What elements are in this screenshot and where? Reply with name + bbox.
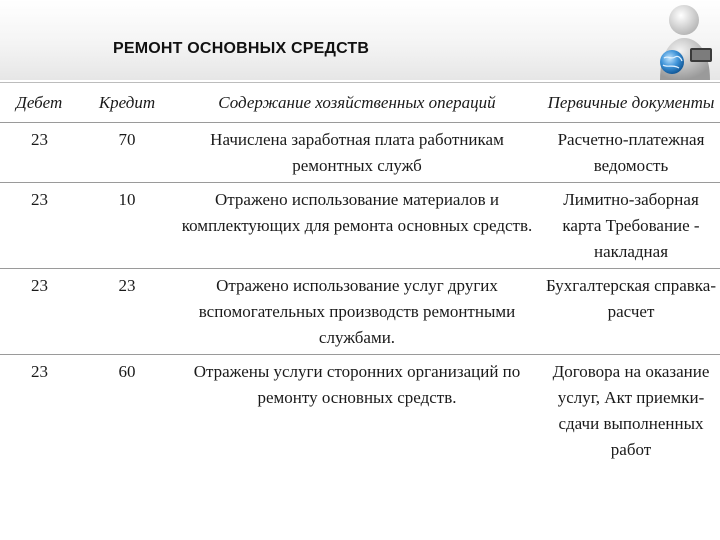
header-debit: Дебет [16, 93, 63, 112]
cell-operation: Начислена заработная плата работникам ремонтных служб [210, 130, 504, 175]
cell-document: Лимитно-заборная карта Требование - накладная [562, 190, 700, 261]
cell-debit: 23 [31, 190, 48, 209]
cell-document: Бухгалтерская справка-расчет [545, 276, 717, 321]
header-credit: Кредит [98, 93, 156, 112]
cell-operation: Отражено использование услуг других вспомогательных производств ремонтными службами. [198, 276, 516, 347]
person-with-globe-icon [638, 0, 720, 82]
cell-document: Расчетно-платежная ведомость [557, 130, 705, 175]
cell-credit: 10 [118, 190, 136, 209]
header-document: Первичные документы [547, 93, 715, 112]
cell-credit: 70 [118, 130, 136, 149]
cell-operation: Отражены услуги сторонних организаций по ремонту основных средств. [193, 362, 521, 407]
cell-debit: 23 [31, 362, 48, 381]
cell-credit: 23 [118, 276, 136, 295]
cell-credit: 60 [118, 362, 136, 381]
cell-debit: 23 [31, 130, 48, 149]
table-header-row [0, 83, 720, 123]
cell-operation: Отражено использование материалов и комплектующих для ремонта основных средств. [181, 190, 533, 235]
table-row [0, 183, 720, 269]
page-title: РЕМОНТ ОСНОВНЫХ СРЕДСТВ [113, 40, 370, 57]
cell-debit: 23 [31, 276, 48, 295]
table-row [0, 269, 720, 355]
table-row [0, 355, 720, 467]
table-row [0, 123, 720, 183]
operations-table [0, 82, 720, 466]
cell-document: Договора на оказание услуг, Акт приемки-сдачи выполненных работ [552, 362, 710, 459]
header-operation: Содержание хозяйственных операций [218, 93, 496, 112]
